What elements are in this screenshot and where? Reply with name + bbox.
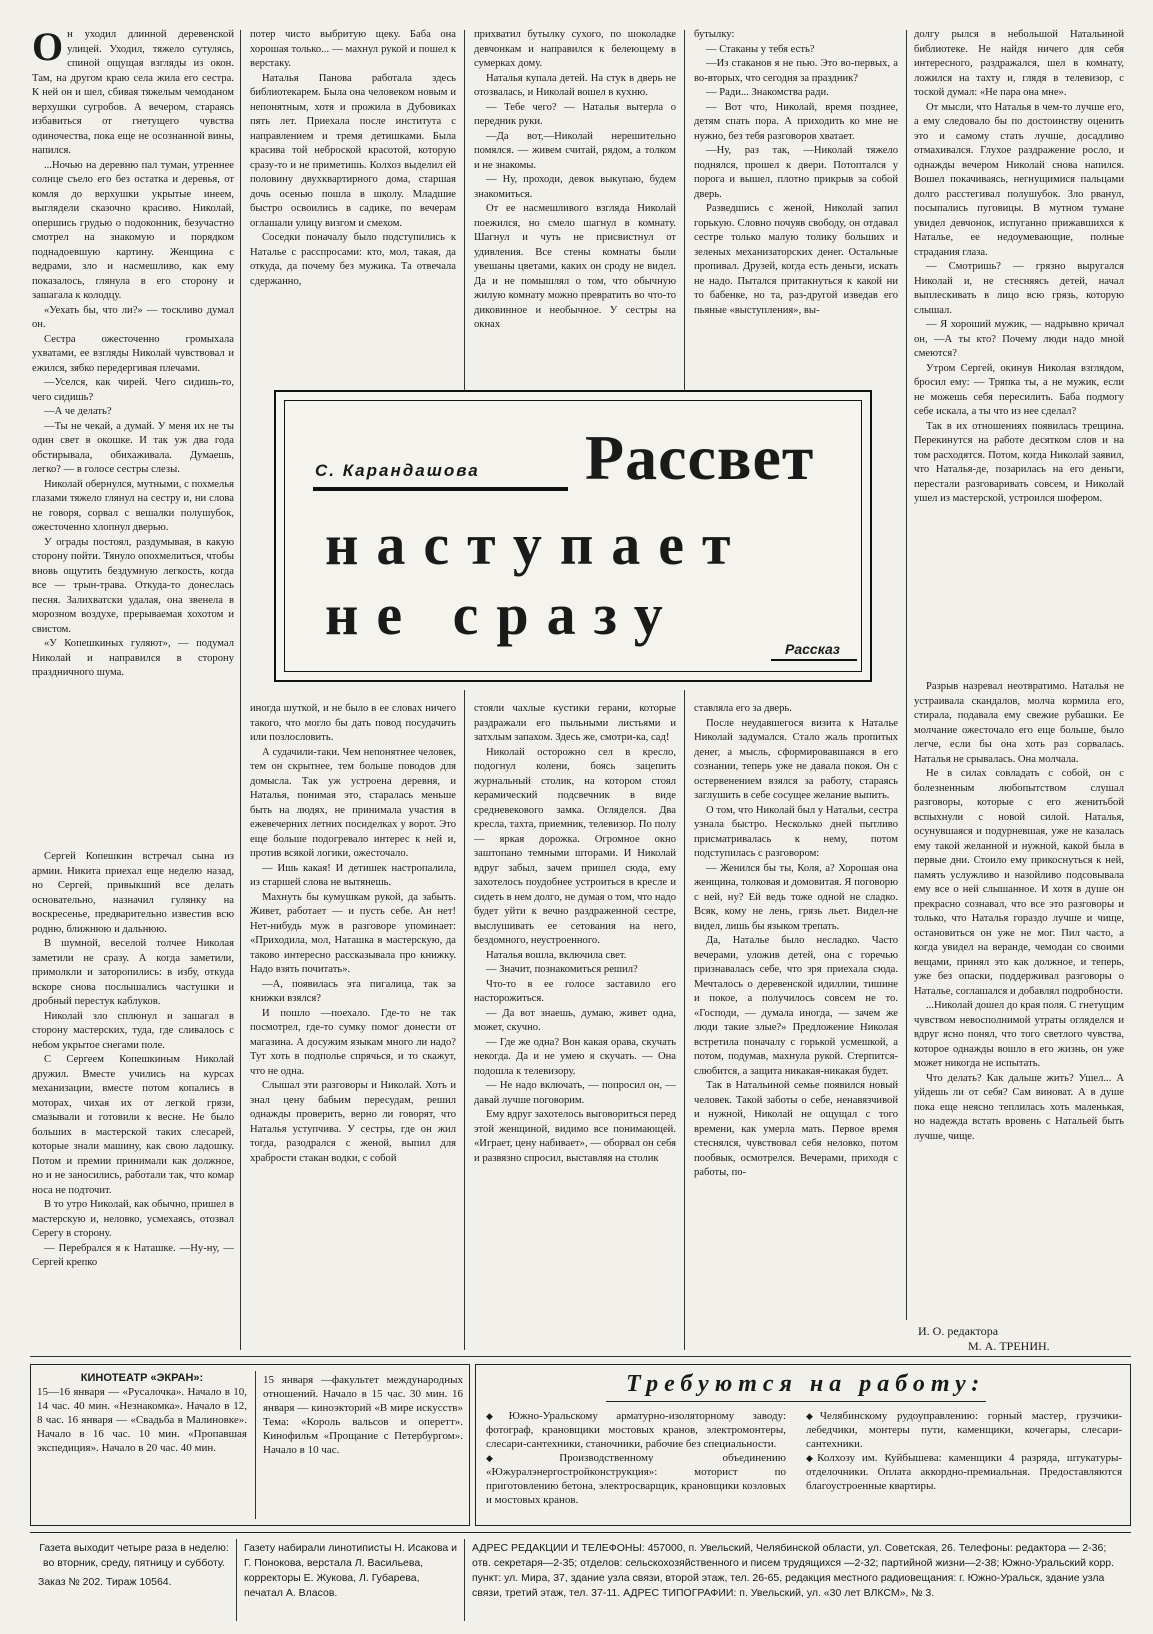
job-listing: ◆Южно-Уральскому арматурно-изоляторному заводу: фотограф, крановщики мостовых кранов, электромонтеры, слесари-сантехники, станочники, рабочие без специальности.: [486, 1410, 787, 1450]
footer-rule: [236, 1539, 237, 1621]
column-rule: [240, 30, 241, 1350]
paragraph: Сестра ожесточенно громыхала ухватами, ее взгляды Николай чувствовал и ежился, зябко передергивая плечами.: [32, 333, 234, 374]
job-listing: ◆Производственному объединению «Южуралэнергостройконструкция»: моторист по приготовлению бетона, электросварщик, крановщики козловых и мостовых кранов.: [486, 1452, 786, 1506]
paragraph: — Не надо включать, — попросил он, —давай лучше поговорим.: [474, 1080, 676, 1106]
paragraph: От мысли, что Наталья в чем-то лучше его, а ему следовало бы по достоинству оценить это и самому стать лучше, досадливо отмахивался. Глухое раздражение росло, и однажды вечером Николай снова напился. Вошел покачиваясь, негнущимися пальцами долго расстегивал полушубок. Зло рванул, посыпались пуговицы. В мутном тумане увидел девчонок, испуганно прижавшихся к Наталье, ее недоумевающие, полные страдания глаза.: [914, 101, 1124, 258]
imprint-footer: [30, 1532, 1131, 1625]
paragraph: О том, что Николай был у Натальи, сестра узнала быстро. Несколько дней пытливо присматривалась к нему, потом подступилась с разговором:: [694, 804, 898, 859]
paragraph: А судачили-таки. Чем непонятнее человек, тем он скрытнее, тем больше поводов для домысла. Так уж устроена деревня, и Наталья, понимая это, старалась меньше быть на людях, не принимала участия в ежевечерних летних посиделках у ворот. Это еще больше подогревало интерес к ней и, против всякой логики, ожесточало.: [250, 746, 456, 859]
jobs-title-underline: [606, 1401, 986, 1402]
paragraph: — Смотришь? — грязно выругался Николай и, не стесняясь детей, начал выплескивать в лицо всю грязь, которую слышал.: [914, 261, 1124, 316]
article-column-3-continued: [474, 702, 676, 1342]
story-genre-label: Рассказ: [785, 641, 840, 657]
paragraph: — Ради... Знакомства ради.: [706, 87, 829, 98]
column-rule: [684, 690, 685, 1350]
paragraph: Утром Сергей, окинув Николая взглядом, бросил ему: — Тряпка ты, а не мужик, если не можешь себя пересилить. Баба подмогу себе искала, а ты что из нее сделал?: [914, 362, 1124, 417]
paragraph: — Стаканы у тебя есть?: [706, 43, 815, 55]
schedule-text: Газета выходит четыре раза в неделю: во вторник, среду, пятницу и субботу.: [39, 1542, 229, 1569]
story-title-box: [274, 390, 872, 682]
jobs-ad-column-right: [806, 1409, 1122, 1493]
job-listing: ◆Челябинскому рудоуправлению: горный мастер, грузчики-лебедчики, монтеры пути, каменщики, кочегары, слесари-сантехники.: [806, 1410, 1122, 1450]
column-rule: [464, 30, 465, 390]
paragraph: стояли чахлые кустики герани, которые раздражали его пыльными листьями и затхлым запахом. Здесь же, смотри-ка, сад!: [474, 703, 676, 743]
paragraph: — Тебе чего? — Наталья вытерла о передник руки.: [474, 101, 676, 127]
editor-name: М. А. ТРЕНИН.: [968, 1339, 1050, 1353]
paragraph: —Уселся, как чирей. Чего сидишь-то, чего сидишь?: [32, 377, 234, 403]
paragraph: Наталья вошла, включила свет.: [486, 949, 627, 961]
article-column-3: [474, 28, 676, 383]
paragraph: потер чисто выбритую щеку. Баба она хорошая только... — махнул рукой и пошел к верстаку.: [250, 29, 456, 69]
title-box-inner-frame: [284, 400, 862, 672]
paragraph: Что-то в ее голосе заставило его насторожиться.: [474, 978, 676, 1004]
paragraph: С Сергеем Копешкиным Николай дружил. Вместе учились на курсах механизации, вместе потом копались в моторах, чихая их от легкой грязи, смазывали и готовили к весне. Не было больших в мастерской таких слесарей, которые знали машину, как свою ладошку. Потом и премии принимали как должное, но и не заносились, работали так, что комар носа не подточит.: [32, 1054, 234, 1196]
article-column-1-continued: [32, 850, 234, 1330]
article-column-2: [250, 28, 456, 383]
paragraph: — Ишь какая! И детишек настропалила, из старшей слова не вытянешь.: [250, 862, 456, 888]
column-rule: [464, 690, 465, 1350]
publication-schedule: [38, 1541, 230, 1590]
article-column-2-continued: [250, 702, 456, 1342]
paragraph: ...Ночью на деревню пал туман, утреннее солнце съело его без остатка и деревья, от комля до верхушки укрытые инеем, выглядели сказочно красиво. Николай, опершись грудью о подоконник, безучастно смотрел на знакомую и порядком поднадоевшую картину. Женщина с ведрами, зло и насмешливо, как ему показалось, глянула в его сторону и зашагала к колодцу.: [32, 159, 234, 301]
jobs-ad-column-left: [486, 1409, 786, 1507]
genre-underline: [771, 659, 857, 661]
paragraph: долгу рылся в небольшой Натальиной библиотеке. Не найдя ничего для себя интересного, раздражался, шел в комнату, ложился на тахту и, глядя в телевизор, с тоской думал: «Не пара она мне».: [914, 29, 1124, 98]
paragraph: — Я хороший мужик, — надрывно кричал он, —А ты кто? Почему люди надо мной смеются?: [914, 319, 1124, 359]
paragraph: Сергей Копешкин встречал сына из армии. Никита приехал еще неделю назад, но Сергей, привыкший все делать основательно, назначил гулянку на воскресенье, предварительно известив всю родню, ближнюю и дальнюю.: [32, 851, 234, 935]
author-underline: [313, 487, 568, 491]
jobs-ad-title: Требуются на работу:: [626, 1371, 986, 1397]
editorial-address: АДРЕС РЕДАКЦИИ И ТЕЛЕФОНЫ: 457000, п. Увельский, Челябинской области, ул. Советская, 26. Телефоны: редактора — 2-36; отв. секретаря—2-35; отделов: сельскохозяйственного и писем трудящихся —2-32; партийной жизни—2-38; Южно-Уральский корр. пункт: ул. Мира, 37, здание узла связи, второй этаж, тел. 26-65, редакция местного радиовещания: г. Южно-Уральск, здание узла связи, третий этаж, тел. 37-11. АДРЕС ТИПОГРАФИИ: п. Увельский, ул. «30 лет ВЛКСМ», № 3.: [472, 1542, 1115, 1599]
paragraph: Николай осторожно сел в кресло, подогнул колени, боясь зацепить журнальный столик, на котором стоял керамический подсвечник в виде средневекового замка. Огляделся. Два кресла, тахта, приемник, телевизор. По полу — яркая дорожка. Огромное окно заштопано темными шторами. И Николай вдруг забыл, зачем пришел сюда, ему захотелось поудобнее устроиться в кресле и сидеть в нем долго, не думая о том, что надо будет уйти к вечно раздраженной сестре, выслушивать ее сетования на него, бездомного, неустроенного.: [474, 746, 676, 946]
paragraph: —Ну, раз так, —Николай тяжело поднялся, прошел к двери. Потоптался у порога и вышел, плотно прикрыв за собой дверь.: [694, 145, 898, 200]
paragraph: Ему вдруг захотелось выговориться перед этой женщиной, видимо все понимающей. «Играет, цену набивает», — оборвал он себя и развязно спросил, выставляя на столик: [474, 1109, 676, 1164]
job-listing: ◆Колхозу им. Куйбышева: каменщики 4 разряда, штукатуры-отделочники. Оплата аккордно-премиальная. Предоставляются благоустроенные квартиры.: [806, 1452, 1122, 1492]
paragraph: От ее насмешливого взгляда Николай поежился, но смело шагнул в комнату. Шагнул и чуть не присвистнул от удивления. Все стены комнаты были увешаны цветами, каких он сроду не видел. Да и не помышлял о том, что обычную жилую комнату можно превратить во что-то диковинное и необычное. У сестры на окнах: [474, 203, 676, 330]
paragraph: Что делать? Как дальше жить? Ушел... А уйдешь ли от себя? Сам виноват. А в душе пока еще неясно теплилась хоть маленькая, но надежда встать вровень с Натальей быть лучше, чище.: [914, 1072, 1124, 1142]
paragraph: —А че делать?: [44, 406, 112, 417]
diamond-bullet-icon: ◆: [486, 1411, 509, 1421]
paragraph: ставляла его за дверь.: [694, 703, 792, 714]
story-title-line-2: наступает: [325, 512, 749, 577]
diamond-bullet-icon: ◆: [806, 1453, 818, 1463]
article-column-5-continued: [914, 680, 1124, 1320]
paragraph: — Перебрался я к Наташке. —Ну-ну, — Сергей крепко: [32, 1242, 234, 1268]
paragraph: Николай зло сплюнул и зашагал в сторону мастерских, туда, где сливалось с небом укрытое снегами поле.: [32, 1010, 234, 1051]
paragraph: В шумной, веселой толчее Николая заметили не сразу. А когда заметили, примолкли и заторопились: в избу, откуда вскоре снова послышались частушки и дробный перестук каблуков.: [32, 938, 234, 1007]
paragraph: Николай обернулся, мутными, с похмелья глазами тяжело глянул на сестру и, ни слова не говоря, сорвал с вешалки полушубок, ожесточенно хлопнул дверью.: [32, 478, 234, 533]
jobs-ad: [475, 1364, 1131, 1526]
paragraph: Наталья Панова работала здесь библиотекарем. Была она человеком новым и непонятным, хотя и прожила в Дубовиках пять лет. Приехала после института с направлением и тремя детишками. Была красива той неброской красотой, которую сразу-то и не приметишь. Колхоз выделил ей половину двухквартирного дома, старшая дочь осенью пошла в школу. Младшие быстро освоились в садике, по вечерам оглашали улицу визгом и смехом.: [250, 72, 456, 229]
paragraph: Махнуть бы кумушкам рукой, да забыть. Живет, работает — и пусть себе. Ан нет! Нет-нибудь муж в разговоре упоминает: «Приходила, мол, Наташка в мастерскую, да таково интересно рассказывала про книжку. Надо взять почитать».: [250, 891, 456, 975]
story-title-line-1: Рассвет: [585, 422, 815, 493]
cinema-schedule-1: 15—16 января — «Русалочка». Начало в 10, 14 час. 40 мин. «Незнакомка». Начало в 12, 8 час. 16 января — «Свадьба в Малиновке». Начало в 16 час. 10 мин. «Пропавшая экспедиция». Начало в 20 час. 40 мин.: [37, 1386, 247, 1454]
editor-title: И. О. редактора: [918, 1324, 999, 1338]
paragraph: —Да вот,—Николай нерешительно помялся. — живем считай, рядом, а толком и не знакомы.: [474, 130, 676, 171]
article-column-1: [32, 28, 234, 843]
cinema-ad-column-1: [37, 1371, 247, 1455]
paragraph: —Из стаканов я не пью. Это во-первых, а во-вторых, что сегодня за праздник?: [694, 58, 898, 84]
paragraph: — Где же одна? Вон какая орава, скучать некогда. Да и не умею я скучать. — Она подошла к телевизору.: [474, 1036, 676, 1077]
paragraph: В то утро Николай, как обычно, пришел в мастерскую и, неловко, усмехаясь, отозвал Серегу в сторону.: [32, 1199, 234, 1239]
column-rule: [684, 30, 685, 390]
paragraph: — Значит, познакомиться решил?: [486, 964, 638, 975]
paragraph: Соседки поначалу было подступились к Наталье с расспросами: кто, мол, такая, да откуда, да почему без мужика. Та отвечала сдержанно,: [250, 232, 456, 287]
paragraph: Так в Натальиной семье появился новый человек. Такой заботы о себе, ненавязчивой и нужной, Николай не ощущал с того времени, как умерла мать. Первое время стеснялся, чувствовал себя неловко, потом пообвык, осмотрелся. Вечерами, приходя с работы, по-: [694, 1080, 898, 1178]
diamond-bullet-icon: ◆: [486, 1453, 560, 1463]
section-divider: [30, 1356, 1131, 1357]
cinema-schedule-2: 15 января —факультет международных отношений. Начало в 15 час. 30 мин. 16 января — киноэкторий «В мире искусств» Тема: «Король вальсов и оперетт». Кинофильм «Прощание с Петербургом». Начало в 10 час.: [263, 1374, 463, 1456]
paragraph: н уходил длинной деревенской улицей. Уходил, тяжело сутулясь, спиной ощущая взгляды из окон. Там, на другом краю села жила его сестра. К ней он и шел, сбивая тяжелым чемоданом верхушки сугробов. А вечером, стараясь избавиться от гнетущего чувства одиночества, пока еще не осознанной вины, напился.: [32, 29, 234, 156]
paragraph: У ограды постоял, раздумывая, в какую сторону пойти. Тянуло опохмелиться, чтобы вновь ощутить бездумную легкость, когда все — трын-трава. Откуда-то донеслась песня. Залихватски удалая, она звенела в морозном воздухе, прерываемая хохотом и свистом.: [32, 536, 234, 635]
paragraph: бутылку:: [694, 29, 735, 40]
paragraph: — Вот что, Николай, время позднее, детям спать пора. А приходить ко мне не нужно, без тебя разговоров хватает.: [694, 101, 898, 142]
author-name: С. Карандашова: [315, 461, 480, 480]
column-rule: [255, 1371, 256, 1519]
diamond-bullet-icon: ◆: [806, 1411, 820, 1421]
paragraph: Так в их отношениях появилась трещина. Перекинутся на работе десятком слов и на том расходятся. Потом, когда Николай заявил, что Наталья-де, позарилась на его деньги, перестали разговаривать совсем, и Николай ушел из мастерской, устроился шофером.: [914, 420, 1124, 504]
paragraph: —А, появилась эта пигалица, так за книжки взялся?: [250, 978, 456, 1004]
story-title-line-3: не сразу: [325, 582, 681, 647]
paragraph: Наталья купала детей. На стук в дверь не отозвалась, и Николай вошел в кухню.: [474, 72, 676, 98]
editor-signature: [918, 1324, 1128, 1354]
order-circulation: Заказ № 202. Тираж 10564.: [38, 1576, 172, 1588]
footer-rule: [464, 1539, 465, 1621]
paragraph: Слышал эти разговоры и Николай. Хоть и знал цену бабьим пересудам, решил однажды проверить, верно ли говорят, что Наталья уступчива. У сестры, где он жил тогда, разодрался с женой, выпил для храбрости стакан водки, с собой: [250, 1080, 456, 1164]
cinema-ad: [30, 1364, 470, 1526]
cinema-ad-column-2: [263, 1373, 463, 1457]
paragraph: прихватил бутылку сухого, по шоколадке девчонкам и направился к белеющему в сумерках дому.: [474, 29, 676, 69]
paragraph: —Ты не чекай, а думай. У меня их не ты один свет в окошке. И так уж два года обстирывала, обихаживала. Думаешь, легко? — в голосе сестры слезы.: [32, 420, 234, 475]
article-column-5: [914, 28, 1124, 676]
paragraph: «Уехать бы, что ли?» — тоскливо думал он.: [32, 304, 234, 330]
paragraph: — Ну, проходи, девок выкупаю, будем знакомиться.: [474, 174, 676, 200]
paragraph: После неудавшегося визита к Наталье Николай задумался. Стало жаль пропитых денег, а мысль, сформировавшаяся в его сознании, теперь уже не давала покоя. Он с остервенением взялся за работу, стараясь заглушить в себе сосущее желание выпить.: [694, 717, 898, 801]
paragraph: «У Копешкиных гуляют», — подумал Николай и направился в сторону праздничного шума.: [32, 638, 234, 678]
paragraph: Разведшись с женой, Николай запил горькую. Словно почуяв свободу, он отдавал сестре только малую толику больших и зеленых механизаторских денег. Остальные пропивал. Друзей, когда есть деньги, искать не надо. Пытался притакнуться к какой ни то бабенке, но та, раз-другой изведав его пьяные «выступления», вы-: [694, 203, 898, 316]
article-column-4-continued: [694, 702, 898, 1342]
column-rule: [906, 30, 907, 1320]
paragraph: иногда шуткой, и не было в ее словах ничего такого, что могло бы дать повод посудачить или позлословить.: [250, 703, 456, 743]
paragraph: Разрыв назревал неотвратимо. Наталья не устраивала скандалов, молча кормила его, стирала, подавала ему свежие рубашки. Ее молчание ожесточало его еще больше, было легче, если бы она хоть раз сорвалась. Наталья не срывалась. Она молчала.: [914, 681, 1124, 765]
paragraph: — Да вот знаешь, думаю, живет одна, может, скучно.: [474, 1007, 676, 1033]
paragraph: И пошло —поехало. Где-то не так посмотрел, где-то сумку помог донести от магазина. А досужим языкам много ли надо? Тут хоть в подполье спрячься, и то скажут, что не одна.: [250, 1007, 456, 1077]
paragraph: Да, Наталье было несладко. Часто вечерами, уложив детей, она с горечью признавалась себе, что зря приехала сюда. Мечталось о деревенской идиллии, тишине и покое, а получилось совсем не то. «Господи, — думала иногда, — зачем же люди такие злые?» Предложение Николая встретила поначалу с горькой усмешкой, а потом, подумав, махнула рукой. Стерпится-слюбится, а защита никакая-никакая будет.: [694, 935, 898, 1077]
drop-cap: О: [32, 28, 64, 69]
cinema-heading: КИНОТЕАТР «ЭКРАН»:: [80, 1372, 204, 1384]
paragraph: — Женился бы ты, Коля, а? Хорошая она женщина, толковая и домовитая. Я поговорю с ней, ну? Ей ведь тоже одной не сладко. Всяк, кому не лень, грязь льет. Видел-не видел, лишь бы языком трепать.: [694, 862, 898, 932]
typesetting-credits: Газету набирали линотиписты Н. Исакова и Г. Понокова, верстала Л. Васильева, корректоры Е. Жукова, Л. Губарева, печатал А. Власов.: [244, 1542, 458, 1599]
paragraph: ...Николай дошел до края поля. С гнетущим чувством невосполнимой утраты огляделся и вдруг ясно понял, что того светлого чувства, которое однажды вошло в его жизнь, он уже может никогда не испытать.: [914, 1000, 1124, 1069]
paragraph: Не в силах совладать с собой, он с болезненным любопытством слушал разговоры, которые с его женитьбой вспыхнули с новой силой. Наталья, осунувшаяся и подурневшая, уже не казалась ему такой желанной и нужной, какой была в первые дни. Стоило ему прикоснуться к ней, память услужливо и назойливо подсовывала ему все о ней слышанное. И хотя в душе он прекрасно сознавал, что все это разговоры и только, что Наталья гораздо лучше и чище, остановиться он уже не мог. Пил часто, а когда увидел на веранде, чемодан со своими вещами, принял это как должное, и теперь, уже без опаски, поддерживал разговоры о Наталье, соглашался и добавлял подробности.: [914, 768, 1124, 997]
article-column-4: [694, 28, 898, 383]
